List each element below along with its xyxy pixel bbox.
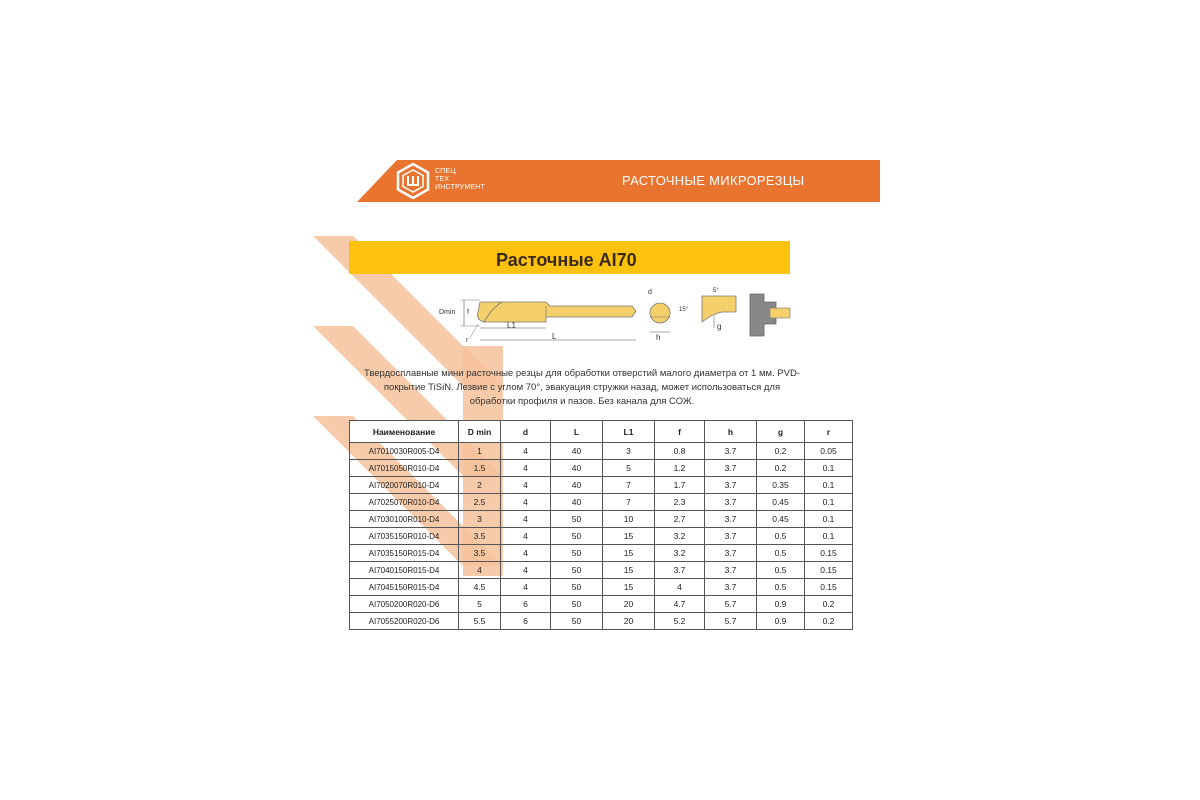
table-cell-h: 3.7 <box>705 579 757 596</box>
table-cell-d: 4 <box>501 477 551 494</box>
table-cell-d-min: 4 <box>459 562 501 579</box>
company-name <box>435 168 485 192</box>
col-header-l1: L1 <box>603 421 655 443</box>
table-row <box>350 545 853 562</box>
table-cell-l: 50 <box>551 528 603 545</box>
tool-end-view <box>648 289 670 342</box>
table-cell-r: 0.05 <box>805 443 853 460</box>
col-header-h: h <box>705 421 757 443</box>
table-cell-h: 3.7 <box>705 511 757 528</box>
table-cell-h: 3.7 <box>705 562 757 579</box>
table-cell-l: 50 <box>551 545 603 562</box>
table-cell-l1: 15 <box>603 528 655 545</box>
table-cell-наименование: AI7015050R010-D4 <box>350 460 459 477</box>
table-cell-l: 50 <box>551 596 603 613</box>
col-header-name: Наименование <box>350 421 459 443</box>
table-cell-d-min: 3.5 <box>459 545 501 562</box>
label-l: L <box>552 332 557 341</box>
table-cell-g: 0.45 <box>757 511 805 528</box>
table-cell-f: 4.7 <box>655 596 705 613</box>
section-title: Расточные AI70 <box>496 250 637 270</box>
table-cell-d: 4 <box>501 562 551 579</box>
table-cell-l1: 7 <box>603 477 655 494</box>
label-d: d <box>648 289 652 296</box>
label-angle-15: 15° <box>679 307 689 313</box>
table-cell-h: 5.7 <box>705 596 757 613</box>
table-cell-d: 6 <box>501 596 551 613</box>
table-cell-g: 0.35 <box>757 477 805 494</box>
table-cell-l: 50 <box>551 579 603 596</box>
table-cell-h: 3.7 <box>705 443 757 460</box>
table-cell-h: 5.7 <box>705 613 757 630</box>
table-cell-d-min: 5 <box>459 596 501 613</box>
label-f: f <box>467 309 469 316</box>
table-cell-g: 0.5 <box>757 579 805 596</box>
table-row <box>350 477 853 494</box>
col-header-dmin: D min <box>459 421 501 443</box>
product-description: Твердосплавные мини расточные резцы для обработки отверстий малого диаметра от 1 мм. PVD-покрытие TiSiN. Лезвие с углом 70°, эвакуация стружки назад, может использоваться для обработки профиля и пазов. Без канала для СОЖ. <box>363 368 801 407</box>
table-cell-d-min: 5.5 <box>459 613 501 630</box>
label-angle-5: 5° <box>713 288 719 294</box>
table-cell-d-min: 1 <box>459 443 501 460</box>
col-header-l: L <box>551 421 603 443</box>
table-cell-d: 4 <box>501 494 551 511</box>
table-cell-f: 3.7 <box>655 562 705 579</box>
table-cell-d: 4 <box>501 460 551 477</box>
table-cell-l: 50 <box>551 613 603 630</box>
table-cell-h: 3.7 <box>705 494 757 511</box>
table-cell-l: 40 <box>551 477 603 494</box>
table-cell-f: 0.8 <box>655 443 705 460</box>
table-cell-l1: 5 <box>603 460 655 477</box>
tool-side-view <box>439 300 636 344</box>
table-cell-g: 0.9 <box>757 613 805 630</box>
table-cell-l1: 20 <box>603 613 655 630</box>
table-cell-r: 0.2 <box>805 596 853 613</box>
table-cell-d-min: 1.5 <box>459 460 501 477</box>
company-name-line-2: ТЕХ <box>435 176 450 183</box>
table-cell-r: 0.15 <box>805 562 853 579</box>
table-cell-h: 3.7 <box>705 477 757 494</box>
table-cell-g: 0.5 <box>757 545 805 562</box>
table-cell-g: 0.2 <box>757 460 805 477</box>
table-cell-наименование: AI7045150R015-D4 <box>350 579 459 596</box>
table-cell-наименование: AI7035150R015-D4 <box>350 545 459 562</box>
table-cell-наименование: AI7010030R005-D4 <box>350 443 459 460</box>
label-h: h <box>656 333 661 342</box>
table-row <box>350 443 853 460</box>
table-cell-наименование: AI7035150R010-D4 <box>350 528 459 545</box>
table-cell-r: 0.15 <box>805 545 853 562</box>
table-cell-d-min: 4.5 <box>459 579 501 596</box>
table-cell-l1: 3 <box>603 443 655 460</box>
table-cell-наименование: AI7055200R020-D6 <box>350 613 459 630</box>
table-cell-r: 0.1 <box>805 460 853 477</box>
company-name-line-1: СПЕЦ <box>435 168 456 175</box>
table-cell-d-min: 2 <box>459 477 501 494</box>
table-cell-f: 1.7 <box>655 477 705 494</box>
table-cell-наименование: AI7020070R010-D4 <box>350 477 459 494</box>
table-cell-l1: 15 <box>603 579 655 596</box>
table-cell-g: 0.45 <box>757 494 805 511</box>
table-cell-r: 0.1 <box>805 477 853 494</box>
table-cell-l: 40 <box>551 443 603 460</box>
table-cell-наименование: AI7025070R010-D4 <box>350 494 459 511</box>
company-name-line-3: ИНСТРУМЕНТ <box>435 184 485 191</box>
table-cell-g: 0.9 <box>757 596 805 613</box>
table-cell-l1: 15 <box>603 545 655 562</box>
table-cell-g: 0.2 <box>757 443 805 460</box>
table-cell-l: 50 <box>551 562 603 579</box>
table-cell-g: 0.5 <box>757 528 805 545</box>
table-cell-r: 0.2 <box>805 613 853 630</box>
table-cell-h: 3.7 <box>705 528 757 545</box>
table-cell-наименование: AI7030100R010-D4 <box>350 511 459 528</box>
table-row <box>350 579 853 596</box>
table-cell-f: 4 <box>655 579 705 596</box>
header-title: РАСТОЧНЫЕ МИКРОРЕЗЦЫ <box>622 173 805 188</box>
table-cell-l: 40 <box>551 460 603 477</box>
col-header-r: r <box>805 421 853 443</box>
table-cell-l1: 10 <box>603 511 655 528</box>
col-header-d: d <box>501 421 551 443</box>
table-cell-l1: 15 <box>603 562 655 579</box>
table-cell-l1: 7 <box>603 494 655 511</box>
table-row <box>350 596 853 613</box>
table-cell-f: 2.7 <box>655 511 705 528</box>
label-l1: L1 <box>507 321 516 330</box>
table-cell-f: 3.2 <box>655 545 705 562</box>
table-row <box>350 511 853 528</box>
label-g: g <box>717 322 722 331</box>
table-cell-d: 4 <box>501 528 551 545</box>
groove-application-view <box>750 294 790 336</box>
table-cell-d: 4 <box>501 545 551 562</box>
table-cell-d-min: 3 <box>459 511 501 528</box>
table-cell-f: 2.3 <box>655 494 705 511</box>
company-logo-icon <box>395 163 431 199</box>
table-row <box>350 613 853 630</box>
table-cell-g: 0.5 <box>757 562 805 579</box>
table-cell-d-min: 2.5 <box>459 494 501 511</box>
table-cell-наименование: AI7040150R015-D4 <box>350 562 459 579</box>
table-cell-d: 4 <box>501 443 551 460</box>
table-cell-d: 6 <box>501 613 551 630</box>
spec-table <box>349 420 853 630</box>
table-cell-d-min: 3.5 <box>459 528 501 545</box>
label-dmin: Dmin <box>439 309 456 316</box>
table-cell-h: 3.7 <box>705 460 757 477</box>
table-cell-r: 0.1 <box>805 528 853 545</box>
col-header-g: g <box>757 421 805 443</box>
table-cell-r: 0.15 <box>805 579 853 596</box>
table-cell-l1: 20 <box>603 596 655 613</box>
table-cell-f: 5.2 <box>655 613 705 630</box>
table-cell-r: 0.1 <box>805 511 853 528</box>
table-cell-h: 3.7 <box>705 545 757 562</box>
tool-drawing <box>436 284 796 352</box>
table-cell-f: 3.2 <box>655 528 705 545</box>
table-header-row <box>350 421 853 443</box>
table-cell-d: 4 <box>501 511 551 528</box>
table-row <box>350 562 853 579</box>
label-r: r <box>466 337 469 344</box>
table-cell-d: 4 <box>501 579 551 596</box>
table-cell-l: 50 <box>551 511 603 528</box>
table-cell-f: 1.2 <box>655 460 705 477</box>
table-row <box>350 528 853 545</box>
table-cell-наименование: AI7050200R020-D6 <box>350 596 459 613</box>
table-row <box>350 494 853 511</box>
table-body <box>350 443 853 630</box>
table-cell-r: 0.1 <box>805 494 853 511</box>
table-row <box>350 460 853 477</box>
tool-tip-view <box>679 288 736 331</box>
col-header-f: f <box>655 421 705 443</box>
table-cell-l: 40 <box>551 494 603 511</box>
